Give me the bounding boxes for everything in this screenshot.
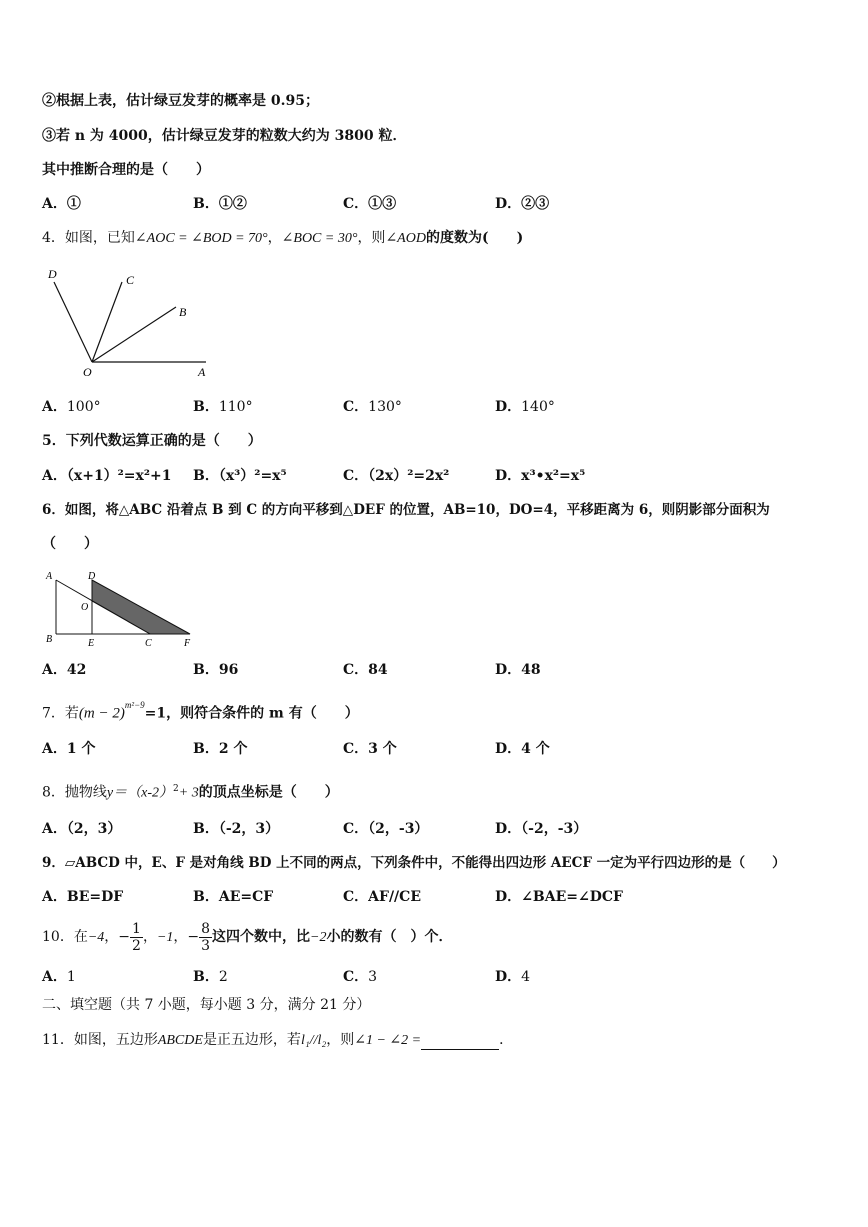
q11-end: ．: [499, 1032, 514, 1048]
q9-option-c: C．AF//CE: [343, 889, 421, 905]
q3-question-tail: 其中推断合理的是（ ）: [42, 162, 210, 178]
label-o: O: [81, 602, 89, 613]
label-a: A: [46, 571, 53, 582]
q11-math1: ABCDE: [157, 1033, 203, 1048]
q6-stem-tail: （ ）: [42, 536, 98, 552]
q7-option-d: D．4 个: [495, 741, 550, 757]
q4-b-letter: B．: [193, 399, 219, 415]
q4-option-a: [42, 398, 101, 416]
q8-option-a: A．（2，3）: [42, 821, 122, 837]
q7-option-b: B．2 个: [193, 741, 248, 757]
q10-c-value: 3: [368, 969, 378, 985]
q8-post: 的顶点坐标是（ ）: [198, 784, 339, 801]
q8-option-b: B．（-2，3）: [193, 821, 280, 837]
q9-option-b: B．AE=CF: [193, 889, 274, 905]
q3-option-d: D．②③: [495, 196, 550, 212]
q5-option-c: C．（2x）²=2x²: [343, 468, 450, 484]
q10-option-a: [42, 968, 76, 986]
label-e: E: [88, 638, 95, 649]
q4-post: 的度数为( ): [425, 230, 524, 246]
statement-2: ②根据上表，估计绿豆发芽的概率是 0.95；: [42, 93, 319, 109]
q10-c-letter: C．: [343, 969, 369, 985]
label-b: B: [179, 305, 187, 319]
q10-stem: [42, 918, 453, 958]
label-d: D: [88, 571, 96, 582]
q6-option-c: C．84: [343, 662, 388, 678]
q7-base: (m − 2): [78, 705, 125, 722]
q7-pre: 7．若: [42, 705, 79, 722]
q9-option-a: A．BE=DF: [42, 889, 124, 905]
label-c: C: [126, 273, 135, 287]
q7-stem: [42, 700, 359, 723]
q10-sep1: ，: [104, 929, 119, 945]
q5-stem: 5．下列代数运算正确的是（ ）: [42, 433, 262, 449]
q11-pre: 11．如图，五边形: [42, 1032, 158, 1048]
q10-post: 小的数有（ ）个．: [326, 929, 453, 945]
q11-mid2: ，则: [326, 1032, 355, 1048]
q6-stem: 6．如图，将△ABC 沿着点 B 到 C 的方向平移到△DEF 的位置，AB=10，DO=4，平移距离为 6，则阴影部分面积为: [42, 502, 770, 518]
q10-frac2-num: 8: [201, 920, 211, 937]
q4-a-letter: A．: [42, 399, 67, 415]
statement-3-part1: ③若 n 为 4000，估计绿豆发: [42, 128, 232, 144]
q8-sup: 2: [173, 784, 179, 794]
q10-frac1-den: 2: [132, 937, 141, 954]
q4-option-d: [495, 398, 555, 416]
q4-math2: ∠BOC = 30°: [281, 231, 358, 246]
q4-c-value: 130°: [368, 399, 402, 415]
q4-option-b: [193, 398, 253, 416]
label-f: F: [184, 638, 191, 649]
q8-math: y＝（x-2）: [106, 785, 174, 801]
q5-option-d: D．x³•x²=x⁵: [495, 468, 586, 484]
q4-pre: 4．如图，已知: [42, 230, 135, 246]
q10-neg2: −: [187, 929, 200, 945]
q11-mid: 是正五边形，若: [202, 1032, 301, 1048]
q5-option-b: B．（x³）²=x⁵: [193, 468, 287, 484]
q7-exponent: m²−9: [124, 700, 145, 710]
ray-oc: [92, 282, 122, 362]
q10-d-letter: D．: [495, 969, 522, 985]
q4-math1: ∠AOC = ∠BOD = 70°: [134, 231, 268, 246]
q4-d-value: 140°: [521, 399, 555, 415]
q6-option-a: A．42: [42, 662, 87, 678]
q3-option-a: A．①: [42, 196, 81, 212]
label-c: C: [145, 638, 152, 649]
q4-sep2: ，则: [357, 230, 386, 246]
label-b: B: [46, 634, 53, 645]
q4-d-letter: D．: [495, 399, 522, 415]
q4-c-letter: C．: [343, 399, 369, 415]
q10-option-d: [495, 968, 530, 986]
q10-a-letter: A．: [42, 969, 67, 985]
label-d: D: [48, 267, 57, 281]
q11-stem: [42, 1031, 513, 1050]
q4-b-value: 110°: [218, 399, 253, 415]
q7-post: =1，则符合条件的 m 有（ ）: [144, 705, 359, 722]
q10-a-value: 1: [66, 969, 76, 985]
q6-option-b: B．96: [193, 662, 239, 678]
q8-math2: + 3: [178, 785, 199, 801]
statement-3: [42, 127, 406, 145]
q10-option-b: [193, 968, 228, 986]
ray-od: [54, 282, 92, 362]
q11-answer-blank[interactable]: [421, 1035, 499, 1050]
q10-fraction-half: [130, 921, 143, 954]
q10-pre: 10．在: [42, 929, 88, 945]
q3-option-b: B．①②: [193, 196, 247, 212]
q11-math2: l₁//l₂: [300, 1033, 327, 1048]
q10-frac2-den: 3: [201, 937, 211, 954]
q9-stem: 9．▱ABCD 中，E、F 是对角线 BD 上不同的两点，下列条件中，不能得出四边形 AECF 一定为平行四边形的是（ ）: [42, 855, 786, 871]
q10-sep3: ，: [173, 929, 188, 945]
q10-b-value: 2: [218, 969, 228, 985]
q8-option-d: D．（-2，-3）: [495, 821, 588, 837]
q8-pre: 8．抛物线: [42, 784, 107, 801]
q3-option-c: C．①③: [343, 196, 397, 212]
q5-option-a: A．（x+1）²=x²+1: [42, 468, 172, 484]
q4-sep: ，: [267, 230, 282, 246]
label-a: A: [198, 365, 206, 379]
q8-stem: [42, 780, 339, 803]
q4-a-value: 100°: [66, 399, 101, 415]
q10-sep2: ，: [142, 929, 157, 945]
q9-option-d: D．∠BAE=∠DCF: [495, 889, 623, 905]
statement-3-part2: 芽的粒数大约为 3800 粒．: [231, 128, 407, 144]
q6-option-d: D．48: [495, 662, 541, 678]
q7-option-c: C．3 个: [343, 741, 397, 757]
q4-math3: ∠AOD: [385, 231, 426, 246]
q10-frac1-num: 1: [132, 920, 141, 937]
q10-neg1: −: [118, 929, 131, 945]
translation-figure: [40, 566, 200, 650]
q10-d-value: 4: [521, 969, 531, 985]
q7-option-a: A．1 个: [42, 741, 96, 757]
angle-figure: [40, 262, 220, 380]
q4-stem: [42, 229, 523, 248]
q4-option-c: [343, 398, 402, 416]
ray-ob: [92, 307, 176, 362]
q10-fraction-eight-thirds: [199, 921, 212, 954]
q8-option-c: C．（2，-3）: [343, 821, 429, 837]
q10-num2: −1: [156, 930, 174, 945]
q10-option-c: [343, 968, 377, 986]
q11-math3: ∠1 − ∠2 =: [354, 1033, 422, 1048]
label-o: O: [83, 365, 92, 379]
section-2-heading: 二、填空题（共 7 小题，每小题 3 分，满分 21 分）: [42, 997, 371, 1013]
q10-num1: −4: [87, 930, 105, 945]
q10-b-letter: B．: [193, 969, 219, 985]
q10-num3: −2: [310, 930, 327, 945]
q10-mid: 这四个数中，比: [212, 929, 311, 945]
